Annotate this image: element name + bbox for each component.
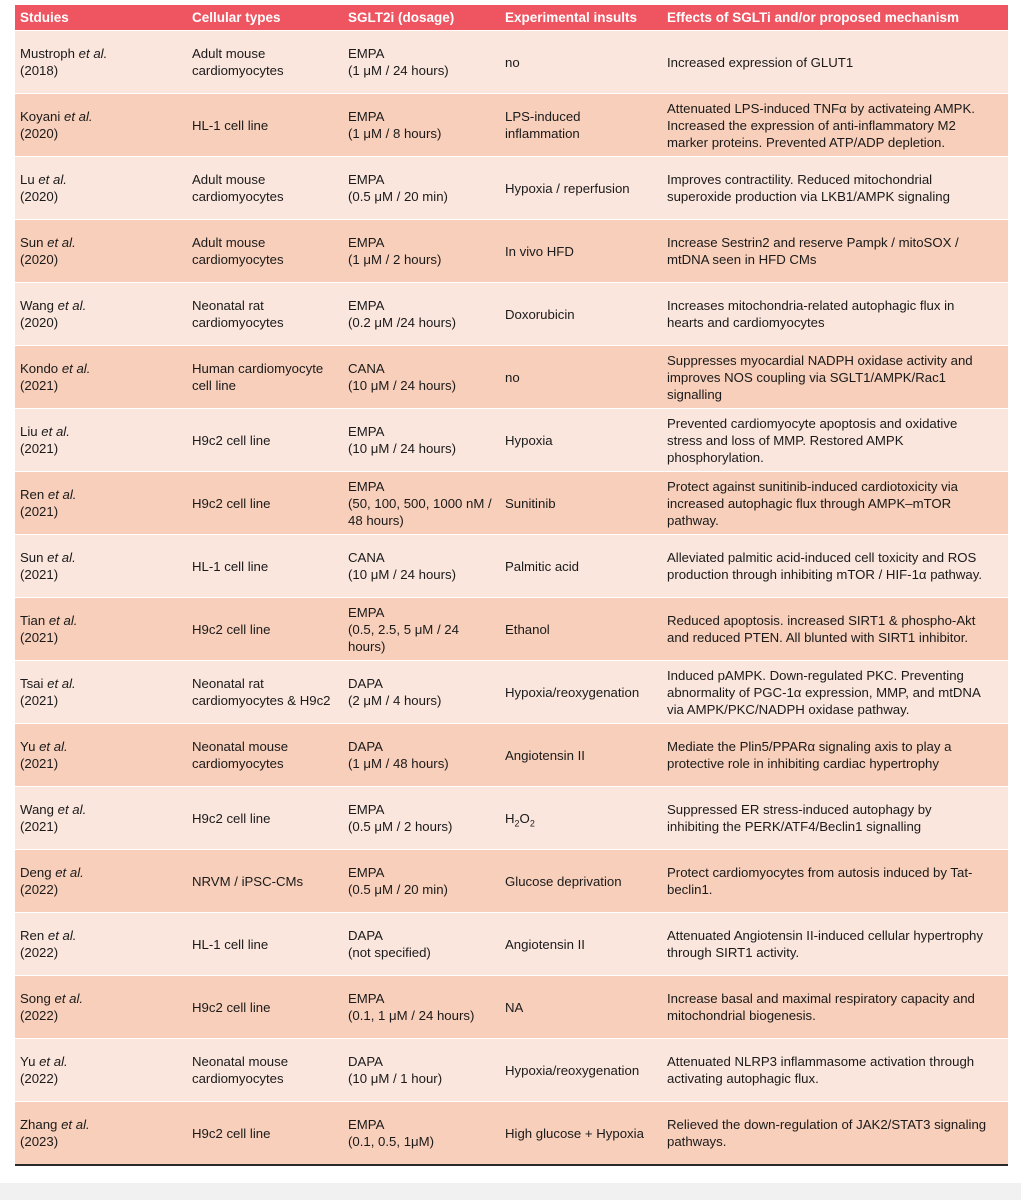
study-author: Mustroph: [20, 46, 75, 61]
study-year: (2020): [20, 252, 59, 267]
dosage-line: (0.1, 0.5, 1μM): [348, 1134, 435, 1149]
study-cell: [15, 1102, 187, 1166]
cellular-type-cell: [187, 283, 343, 346]
effect-cell: [662, 787, 1008, 850]
study-year: (2021): [20, 378, 59, 393]
effect-cell: [662, 409, 1008, 472]
insult-line: LPS-induced: [505, 109, 581, 124]
et-al: et al.: [39, 1054, 68, 1069]
dosage-line: (0.2 μM /24 hours): [348, 315, 457, 330]
cellular-type-cell: [187, 787, 343, 850]
cellular-type-line: HL-1 cell line: [192, 936, 269, 952]
study-author: Song: [20, 991, 51, 1006]
study-year: (2021): [20, 441, 59, 456]
cellular-type-line: cardiomyocytes: [192, 252, 284, 267]
cellular-type-cell: [187, 598, 343, 661]
table-row: [15, 976, 1008, 1039]
effect-cell: [662, 913, 1008, 976]
insult-formula: [505, 810, 658, 827]
study-cell: [15, 535, 187, 598]
effect-line: Attenuated NLRP3 inflammasome activation through: [667, 1054, 975, 1069]
table-body: [15, 31, 1008, 1166]
cellular-type-line: NRVM / iPSC-CMs: [192, 873, 304, 889]
dosage-line: (10 μM / 24 hours): [348, 441, 457, 456]
insult-line: Angiotensin II: [505, 747, 585, 763]
effect-cell: [662, 976, 1008, 1039]
et-al: et al.: [54, 991, 84, 1006]
study-author: Yu: [20, 1054, 36, 1069]
drug-name: EMPA: [348, 46, 385, 61]
effect-line: Protect cardiomyocytes from autosis induced by Tat-: [667, 865, 973, 880]
study-year: (2021): [20, 693, 59, 708]
effect-line: Prevented cardiomyocyte apoptosis and oxidative: [667, 415, 958, 431]
dosage-line: (1 μM / 8 hours): [348, 126, 442, 141]
effect-cell: [662, 94, 1008, 157]
effect-line: Increased expression of GLUT1: [667, 54, 854, 70]
table-row: [15, 535, 1008, 598]
table-row: [15, 94, 1008, 157]
et-al: et al.: [47, 550, 76, 565]
formula-part: H: [505, 810, 515, 826]
study-author: Wang: [20, 802, 54, 817]
effect-line: Increase basal and maximal respiratory capacity and: [667, 991, 975, 1006]
effect-line: pathways.: [667, 1134, 727, 1149]
sglt2i-dosage-cell: [343, 220, 500, 283]
study-year: (2022): [20, 882, 59, 897]
effect-line: Improves contractility. Reduced mitochondrial: [667, 172, 933, 187]
effect-line: marker proteins. Prevented ATP/ADP depletion.: [667, 134, 946, 150]
cellular-type-cell: [187, 1039, 343, 1102]
study-author: Deng: [20, 865, 52, 880]
experimental-insult-cell: [500, 409, 662, 472]
study-author: Ren: [20, 487, 45, 502]
experimental-insult-cell: [500, 724, 662, 787]
insult-line: Angiotensin II: [505, 936, 585, 952]
drug-name: DAPA: [348, 739, 383, 754]
experimental-insult-cell: [500, 472, 662, 535]
study-year: (2021): [20, 819, 59, 834]
cellular-type-cell: [187, 409, 343, 472]
cellular-type-line: cardiomyocytes: [192, 189, 284, 204]
effect-line: Attenuated Angiotensin II-induced cellular hypertrophy: [667, 928, 983, 943]
insult-line: no: [505, 54, 520, 70]
et-al: et al.: [57, 298, 87, 313]
insult-line: Palmitic acid: [505, 558, 580, 574]
insult-line: no: [505, 369, 520, 385]
et-al: et al.: [78, 46, 108, 61]
experimental-insult-cell: [500, 346, 662, 409]
experimental-insult-cell: [500, 787, 662, 850]
effect-line: Relieved the down-regulation of JAK2/STAT3 signaling: [667, 1117, 987, 1132]
table-row: [15, 157, 1008, 220]
effect-cell: [662, 1039, 1008, 1102]
effect-cell: [662, 598, 1008, 661]
table-row: [15, 472, 1008, 535]
study-cell: [15, 220, 187, 283]
study-cell: [15, 1039, 187, 1102]
cellular-type-line: cardiomyocytes & H9c2: [192, 693, 331, 708]
table-row: [15, 283, 1008, 346]
study-author: Ren: [20, 928, 45, 943]
drug-name: DAPA: [348, 928, 383, 943]
experimental-insult-cell: [500, 976, 662, 1039]
effect-line: phosphorylation.: [667, 449, 764, 465]
sglt2i-dosage-cell: [343, 535, 500, 598]
sglt2i-dosage-cell: [343, 850, 500, 913]
cellular-type-cell: [187, 724, 343, 787]
sglt2i-dosage-cell: [343, 409, 500, 472]
sglt2i-dosage-cell: [343, 1102, 500, 1166]
cellular-type-line: HL-1 cell line: [192, 117, 269, 133]
sglt2i-dosage-cell: [343, 598, 500, 661]
study-cell: [15, 787, 187, 850]
cellular-type-cell: [187, 535, 343, 598]
experimental-insult-cell: [500, 283, 662, 346]
insult-line: NA: [505, 999, 524, 1015]
experimental-insult-cell: [500, 157, 662, 220]
bottom-bar: [0, 1183, 1021, 1200]
effect-line: hearts and cardiomyocytes: [667, 315, 825, 330]
cellular-type-line: Neonatal mouse: [192, 739, 289, 754]
study-year: (2021): [20, 756, 59, 771]
study-year: (2018): [20, 63, 59, 78]
drug-name: DAPA: [348, 1054, 383, 1069]
table-row: [15, 598, 1008, 661]
effect-cell: [662, 220, 1008, 283]
table-row: [15, 913, 1008, 976]
drug-name: EMPA: [348, 298, 385, 313]
effect-line: Induced pAMPK. Down-regulated PKC. Preventing: [667, 667, 964, 683]
effect-line: increased autophagic flux through AMPK–mTOR: [667, 495, 952, 511]
dosage-line: (1 μM / 24 hours): [348, 63, 449, 78]
study-cell: [15, 472, 187, 535]
et-al: et al.: [61, 361, 91, 376]
study-year: (2022): [20, 945, 59, 960]
study-year: (2021): [20, 567, 59, 582]
cellular-type-line: H9c2 cell line: [192, 621, 271, 637]
cellular-type-cell: [187, 850, 343, 913]
effect-line: through SIRT1 activity.: [667, 945, 800, 960]
effect-line: signalling: [667, 386, 722, 402]
effect-line: Alleviated palmitic acid-induced cell toxicity and ROS: [667, 550, 977, 565]
study-year: (2023): [20, 1134, 59, 1149]
dosage-line: (0.5 μM / 2 hours): [348, 819, 453, 834]
header-sglt2i-dosage: SGLT2i (dosage): [343, 5, 500, 31]
effect-line: superoxide production via LKB1/AMPK signaling: [667, 189, 950, 204]
study-cell: [15, 346, 187, 409]
et-al: et al.: [47, 676, 76, 691]
study-cell: [15, 409, 187, 472]
cellular-type-line: Adult mouse: [192, 172, 266, 187]
table-row: [15, 661, 1008, 724]
study-author: Liu: [20, 424, 38, 439]
table-row: [15, 787, 1008, 850]
cellular-type-cell: [187, 346, 343, 409]
cellular-type-line: H9c2 cell line: [192, 810, 271, 826]
drug-name: EMPA: [348, 424, 385, 439]
et-al: et al.: [39, 739, 68, 754]
dosage-line: hours): [348, 638, 386, 654]
experimental-insult-cell: [500, 661, 662, 724]
insult-line: Hypoxia/reoxygenation: [505, 684, 640, 700]
insult-line: Hypoxia / reperfusion: [505, 180, 630, 196]
dosage-line: (10 μM / 24 hours): [348, 567, 457, 582]
sglt2i-dosage-cell: [343, 472, 500, 535]
sglt2i-dosage-cell: [343, 31, 500, 94]
cellular-type-line: H9c2 cell line: [192, 432, 271, 448]
formula-subscript: 2: [529, 818, 535, 829]
study-cell: [15, 283, 187, 346]
cellular-type-line: Human cardiomyocyte: [192, 361, 324, 376]
experimental-insult-cell: [500, 598, 662, 661]
experimental-insult-cell: [500, 913, 662, 976]
et-al: et al.: [48, 613, 78, 628]
cellular-type-line: H9c2 cell line: [192, 1125, 271, 1141]
study-author: Sun: [20, 550, 44, 565]
formula-subscript: 2: [514, 818, 520, 829]
experimental-insult-cell: [500, 220, 662, 283]
study-year: (2021): [20, 630, 59, 645]
study-author: Lu: [20, 172, 35, 187]
study-author: Koyani: [20, 109, 61, 124]
table-row: [15, 409, 1008, 472]
sglt2i-dosage-cell: [343, 976, 500, 1039]
drug-name: EMPA: [348, 235, 385, 250]
cellular-type-line: Neonatal rat: [192, 298, 264, 313]
table-row: [15, 1102, 1008, 1166]
effect-cell: [662, 661, 1008, 724]
study-cell: [15, 598, 187, 661]
effect-line: abnormality of PGC-1α expression, MMP, and mtDNA: [667, 684, 981, 700]
effect-line: improves NOS coupling via SGLT1/AMPK/Rac1: [667, 369, 946, 385]
cellular-type-line: cardiomyocytes: [192, 315, 284, 330]
effect-cell: [662, 724, 1008, 787]
cellular-type-cell: [187, 31, 343, 94]
table-header-row: [15, 5, 1008, 31]
study-cell: [15, 94, 187, 157]
header-studies: Stduies: [15, 5, 187, 31]
sglt2i-dosage-cell: [343, 1039, 500, 1102]
study-cell: [15, 31, 187, 94]
dosage-line: (1 μM / 2 hours): [348, 252, 442, 267]
study-author: Sun: [20, 235, 44, 250]
effect-line: mitochondrial biogenesis.: [667, 1008, 816, 1023]
drug-name: DAPA: [348, 676, 383, 691]
insult-line: Hypoxia/reoxygenation: [505, 1062, 640, 1078]
study-author: Wang: [20, 298, 54, 313]
table-row: [15, 724, 1008, 787]
drug-name: EMPA: [348, 604, 385, 620]
effect-line: Reduced apoptosis. increased SIRT1 & phospho-Akt: [667, 613, 976, 628]
cellular-type-cell: [187, 1102, 343, 1166]
et-al: et al.: [47, 487, 77, 502]
cellular-type-line: Adult mouse: [192, 235, 266, 250]
effect-cell: [662, 850, 1008, 913]
study-year: (2022): [20, 1008, 59, 1023]
effect-line: Increase Sestrin2 and reserve Pampk / mitoSOX /: [667, 235, 959, 250]
effect-line: Suppressed ER stress-induced autophagy by: [667, 802, 932, 817]
cellular-type-line: cardiomyocytes: [192, 1071, 284, 1086]
sglt2i-dosage-cell: [343, 661, 500, 724]
drug-name: EMPA: [348, 865, 385, 880]
table-row: [15, 220, 1008, 283]
effect-line: Increased the expression of anti-inflammatory M2: [667, 117, 956, 133]
drug-name: CANA: [348, 361, 385, 376]
cellular-type-line: HL-1 cell line: [192, 558, 269, 574]
cellular-type-line: cell line: [192, 378, 236, 393]
study-author: Kondo: [20, 361, 59, 376]
insult-line: Ethanol: [505, 621, 550, 637]
effect-line: beclin1.: [667, 882, 713, 897]
dosage-line: 48 hours): [348, 512, 404, 528]
effect-line: and reduced PTEN. All blunted with SIRT1 inhibitor.: [667, 630, 969, 645]
table-row: [15, 850, 1008, 913]
cellular-type-line: H9c2 cell line: [192, 495, 271, 511]
et-al: et al.: [57, 802, 87, 817]
experimental-insult-cell: [500, 1102, 662, 1166]
study-cell: [15, 976, 187, 1039]
insult-line: inflammation: [505, 126, 580, 141]
cellular-type-cell: [187, 220, 343, 283]
study-cell: [15, 157, 187, 220]
cellular-type-line: cardiomyocytes: [192, 756, 284, 771]
table-row: [15, 346, 1008, 409]
sglt2i-dosage-cell: [343, 913, 500, 976]
experimental-insult-cell: [500, 31, 662, 94]
drug-name: EMPA: [348, 1117, 385, 1132]
study-cell: [15, 724, 187, 787]
effect-cell: [662, 157, 1008, 220]
et-al: et al.: [61, 1117, 90, 1132]
effect-line: activating autophagic flux.: [667, 1071, 819, 1086]
cellular-type-line: Adult mouse: [192, 46, 266, 61]
effect-line: Increases mitochondria-related autophagic flux in: [667, 298, 955, 313]
sglt2i-dosage-cell: [343, 724, 500, 787]
study-cell: [15, 661, 187, 724]
cellular-type-cell: [187, 661, 343, 724]
effect-line: inhibiting the PERK/ATF4/Beclin1 signalling: [667, 819, 922, 834]
header-cell-types: Cellular types: [187, 5, 343, 31]
insult-line: High glucose + Hypoxia: [505, 1125, 644, 1141]
dosage-line: (2 μM / 4 hours): [348, 693, 442, 708]
drug-name: EMPA: [348, 802, 385, 817]
effect-line: Protect against sunitinib-induced cardiotoxicity via: [667, 478, 959, 494]
header-experimental-insults: Experimental insults: [500, 5, 662, 31]
effect-line: Mediate the Plin5/PPARα signaling axis to play a: [667, 739, 952, 754]
dosage-line: (10 μM / 1 hour): [348, 1071, 443, 1086]
insult-line: Sunitinib: [505, 495, 556, 511]
cellular-type-cell: [187, 157, 343, 220]
drug-name: EMPA: [348, 478, 385, 494]
dosage-line: (not specified): [348, 945, 431, 960]
sglt2i-dosage-cell: [343, 787, 500, 850]
study-year: (2022): [20, 1071, 59, 1086]
sglt2i-dosage-cell: [343, 94, 500, 157]
study-author: Tian: [20, 613, 46, 628]
effect-line: stress and loss of MMP. Restored AMPK: [667, 432, 904, 448]
cellular-type-cell: [187, 976, 343, 1039]
study-year: (2020): [20, 315, 59, 330]
effect-line: via AMPK/PKC/NADPH oxidase pathway.: [667, 701, 910, 717]
study-year: (2021): [20, 504, 59, 519]
experimental-insult-cell: [500, 535, 662, 598]
et-al: et al.: [47, 928, 77, 943]
et-al: et al.: [47, 235, 76, 250]
insult-line: Glucose deprivation: [505, 873, 622, 889]
studies-table: [15, 5, 1008, 1166]
drug-name: CANA: [348, 550, 385, 565]
dosage-line: (0.5 μM / 20 min): [348, 189, 448, 204]
effect-cell: [662, 535, 1008, 598]
study-cell: [15, 850, 187, 913]
table-row: [15, 31, 1008, 94]
insult-line: Hypoxia: [505, 432, 553, 448]
effect-line: Attenuated LPS-induced TNFα by activateing AMPK.: [667, 100, 975, 116]
cellular-type-cell: [187, 913, 343, 976]
experimental-insult-cell: [500, 94, 662, 157]
dosage-line: (0.1, 1 μM / 24 hours): [348, 1008, 475, 1023]
insult-line: Doxorubicin: [505, 306, 575, 322]
et-al: et al.: [41, 424, 70, 439]
dosage-line: (1 μM / 48 hours): [348, 756, 449, 771]
formula-part: O: [519, 810, 530, 826]
study-author: Yu: [20, 739, 36, 754]
cellular-type-line: Neonatal rat: [192, 676, 264, 691]
study-author: Tsai: [20, 676, 44, 691]
cellular-type-line: H9c2 cell line: [192, 999, 271, 1015]
dosage-line: (0.5 μM / 20 min): [348, 882, 448, 897]
et-al: et al.: [55, 865, 84, 880]
effect-line: pathway.: [667, 512, 719, 528]
cellular-type-line: cardiomyocytes: [192, 63, 284, 78]
effect-cell: [662, 1102, 1008, 1166]
et-al: et al.: [64, 109, 93, 124]
cellular-type-cell: [187, 94, 343, 157]
study-year: (2020): [20, 189, 59, 204]
experimental-insult-cell: [500, 850, 662, 913]
effect-line: Suppresses myocardial NADPH oxidase activity and: [667, 352, 973, 368]
drug-name: EMPA: [348, 109, 385, 124]
table-row: [15, 1039, 1008, 1102]
effect-line: production through inhibiting mTOR / HIF-1α pathway.: [667, 567, 982, 582]
drug-name: EMPA: [348, 172, 385, 187]
header-effects: Effects of SGLTi and/or proposed mechanism: [662, 5, 1008, 31]
drug-name: EMPA: [348, 991, 385, 1006]
effect-line: protective role in inhibiting cardiac hypertrophy: [667, 756, 939, 771]
study-cell: [15, 913, 187, 976]
experimental-insult-cell: [500, 1039, 662, 1102]
dosage-line: (50, 100, 500, 1000 nM /: [348, 495, 492, 511]
et-al: et al.: [38, 172, 67, 187]
dosage-line: (10 μM / 24 hours): [348, 378, 457, 393]
effect-cell: [662, 346, 1008, 409]
sglt2i-dosage-cell: [343, 283, 500, 346]
sglt2i-dosage-cell: [343, 346, 500, 409]
cellular-type-cell: [187, 472, 343, 535]
effect-line: mtDNA seen in HFD CMs: [667, 252, 817, 267]
cellular-type-line: Neonatal mouse: [192, 1054, 289, 1069]
effect-cell: [662, 472, 1008, 535]
effect-cell: [662, 283, 1008, 346]
study-author: Zhang: [20, 1117, 58, 1132]
effect-cell: [662, 31, 1008, 94]
study-year: (2020): [20, 126, 59, 141]
insult-line: In vivo HFD: [505, 243, 574, 259]
dosage-line: (0.5, 2.5, 5 μM / 24: [348, 621, 459, 637]
sglt2i-dosage-cell: [343, 157, 500, 220]
